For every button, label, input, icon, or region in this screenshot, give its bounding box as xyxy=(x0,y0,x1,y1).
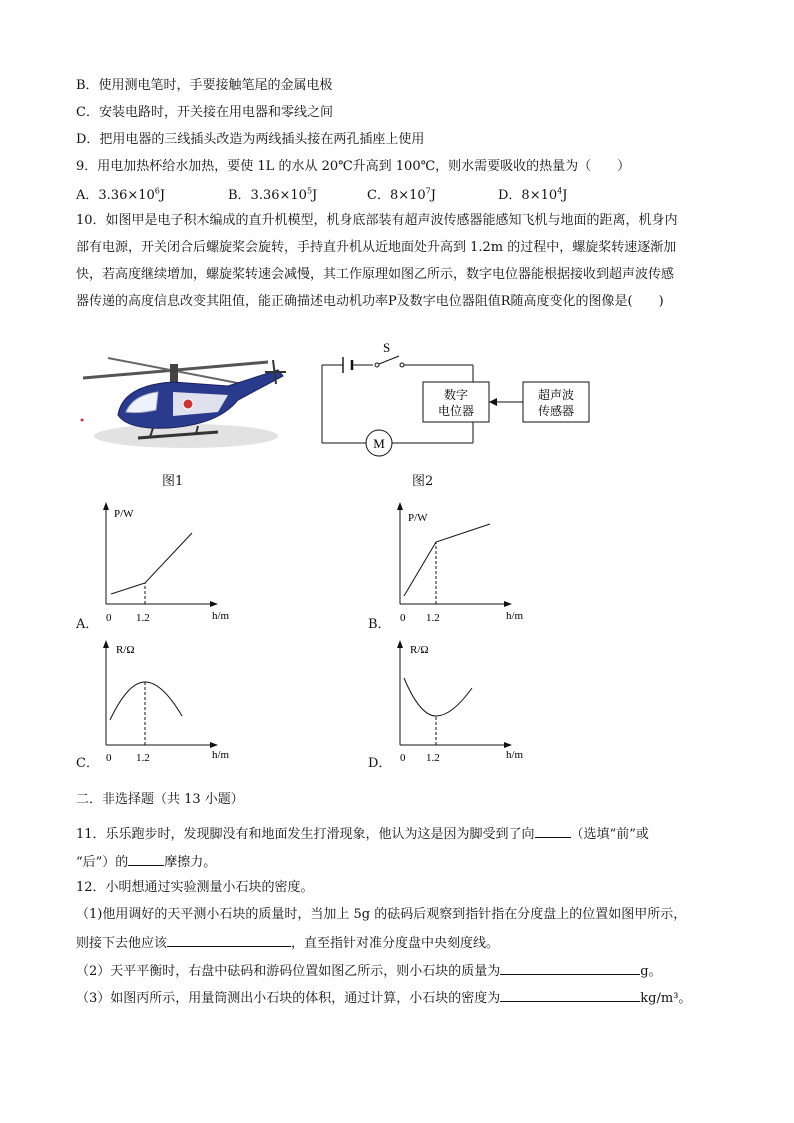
switch-label: S xyxy=(383,340,391,355)
q9-option-c: C．$8\times 10^7J$ xyxy=(367,186,436,203)
graph-a-tick: 1.2 xyxy=(136,612,150,624)
graph-c-origin: 0 xyxy=(106,752,112,764)
potentiometer-label-2: 电位器 xyxy=(437,404,475,418)
graph-b-origin: 0 xyxy=(400,612,406,624)
q10-line-4: 器传递的高度信息改变其阻值，能正确描述电动机功率P及数字电位器阻值R随高度变化的图像是( ) xyxy=(76,294,664,309)
graph-c-letter: C． xyxy=(76,756,99,771)
graph-a xyxy=(96,500,246,630)
graph-b-xlabel: h/m xyxy=(506,610,524,622)
q12-part-3: （3）如图丙所示，用量筒测出小石块的体积，通过计算，小石块的密度为 kg/m³。 xyxy=(76,987,691,1009)
graph-b-letter: B． xyxy=(368,617,391,632)
figure-2-caption: 图2 xyxy=(412,474,434,489)
section-2-heading: 二．非选择题（共 13 小题） xyxy=(76,792,244,807)
q10-line-3: 快，若高度继续增加，螺旋桨转速会减慢，其工作原理如图乙所示，数字电位器能根据接收到超声波传感 xyxy=(76,267,675,282)
graph-c-ylabel: R/Ω xyxy=(116,644,135,656)
graph-d-letter: D． xyxy=(368,756,392,771)
q12-blank-2[interactable] xyxy=(500,960,640,975)
graph-d-tick: 1.2 xyxy=(426,752,440,764)
graph-a-origin: 0 xyxy=(106,612,112,624)
graph-a-letter: A． xyxy=(76,617,99,632)
graph-b-ylabel: P/W xyxy=(408,512,428,524)
q8-option-d: D．把用电器的三线插头改造为两线插头接在两孔插座上使用 xyxy=(76,132,425,147)
motor-label: M xyxy=(373,436,385,451)
graph-d-origin: 0 xyxy=(400,752,406,764)
graph-a-xlabel: h/m xyxy=(212,610,230,622)
q12-stem: 12．小明想通过实验测量小石块的密度。 xyxy=(76,880,314,895)
q9-option-d: D．$8\times 10^4J$ xyxy=(498,186,568,203)
sensor-label-1: 超声波 xyxy=(537,388,575,402)
graph-c-tick: 1.2 xyxy=(136,752,150,764)
q9-option-b: B．$3.36\times 10^5J$ xyxy=(228,186,318,203)
graph-d-ylabel: R/Ω xyxy=(410,644,429,656)
q12-blank-3[interactable] xyxy=(500,987,640,1002)
q8-option-b: B．使用测电笔时，手要接触笔尾的金属电极 xyxy=(76,78,333,93)
q10-line-2: 部有电源，开关闭合后螺旋桨会旋转，手持直升机从近地面处升高到 1.2m 的过程中，螺旋桨转速逐渐加 xyxy=(76,240,677,255)
helicopter-illustration xyxy=(78,340,293,455)
q9-option-a: A．$3.36\times 10^6J$ xyxy=(76,186,166,203)
q9-stem: 9．用电加热杯给水加热，要使 1L 的水从 20℃升高到 100℃，则水需要吸收的热量为（ ） xyxy=(76,159,631,174)
q12-part-1-line-2: 则接下去他应该 ，直至指针对准分度盘中央刻度线。 xyxy=(76,932,499,954)
graph-a-ylabel: P/W xyxy=(114,508,134,520)
q12-part-1-line-1: （1)他用调好的天平测小石块的质量时，当加上 5g 的砝码后观察到指针指在分度盘上的位置如图甲所示， xyxy=(76,907,687,922)
circuit-diagram xyxy=(315,340,600,465)
q11-blank-1[interactable] xyxy=(535,823,571,838)
graph-c xyxy=(96,638,246,768)
graph-b-tick: 1.2 xyxy=(426,612,440,624)
q11-line-1: 11．乐乐跑步时，发现脚没有和地面发生打滑现象，他认为这是因为脚受到了向 （选填“前”或 xyxy=(76,823,649,845)
graph-c-xlabel: h/m xyxy=(212,749,230,761)
q12-blank-1[interactable] xyxy=(167,932,291,947)
q11-line-2: “后”）的 摩擦力。 xyxy=(76,851,216,873)
sensor-label-2: 传感器 xyxy=(537,404,575,418)
q10-line-1: 10．如图甲是电子积木编成的直升机模型，机身底部装有超声波传感器能感知飞机与地面的距离，机身内 xyxy=(76,213,678,228)
q12-part-2: （2）天平平衡时，右盘中砝码和游码位置如图乙所示，则小石块的质量为 g。 xyxy=(76,960,662,982)
graph-b xyxy=(390,500,540,630)
graph-d xyxy=(390,638,540,768)
q8-option-c: C．安装电路时，开关接在用电器和零线之间 xyxy=(76,105,333,120)
figure-1-caption: 图1 xyxy=(162,474,184,489)
graph-d-xlabel: h/m xyxy=(506,749,524,761)
potentiometer-label-1: 数字 xyxy=(443,388,469,402)
q11-blank-2[interactable] xyxy=(128,851,164,866)
